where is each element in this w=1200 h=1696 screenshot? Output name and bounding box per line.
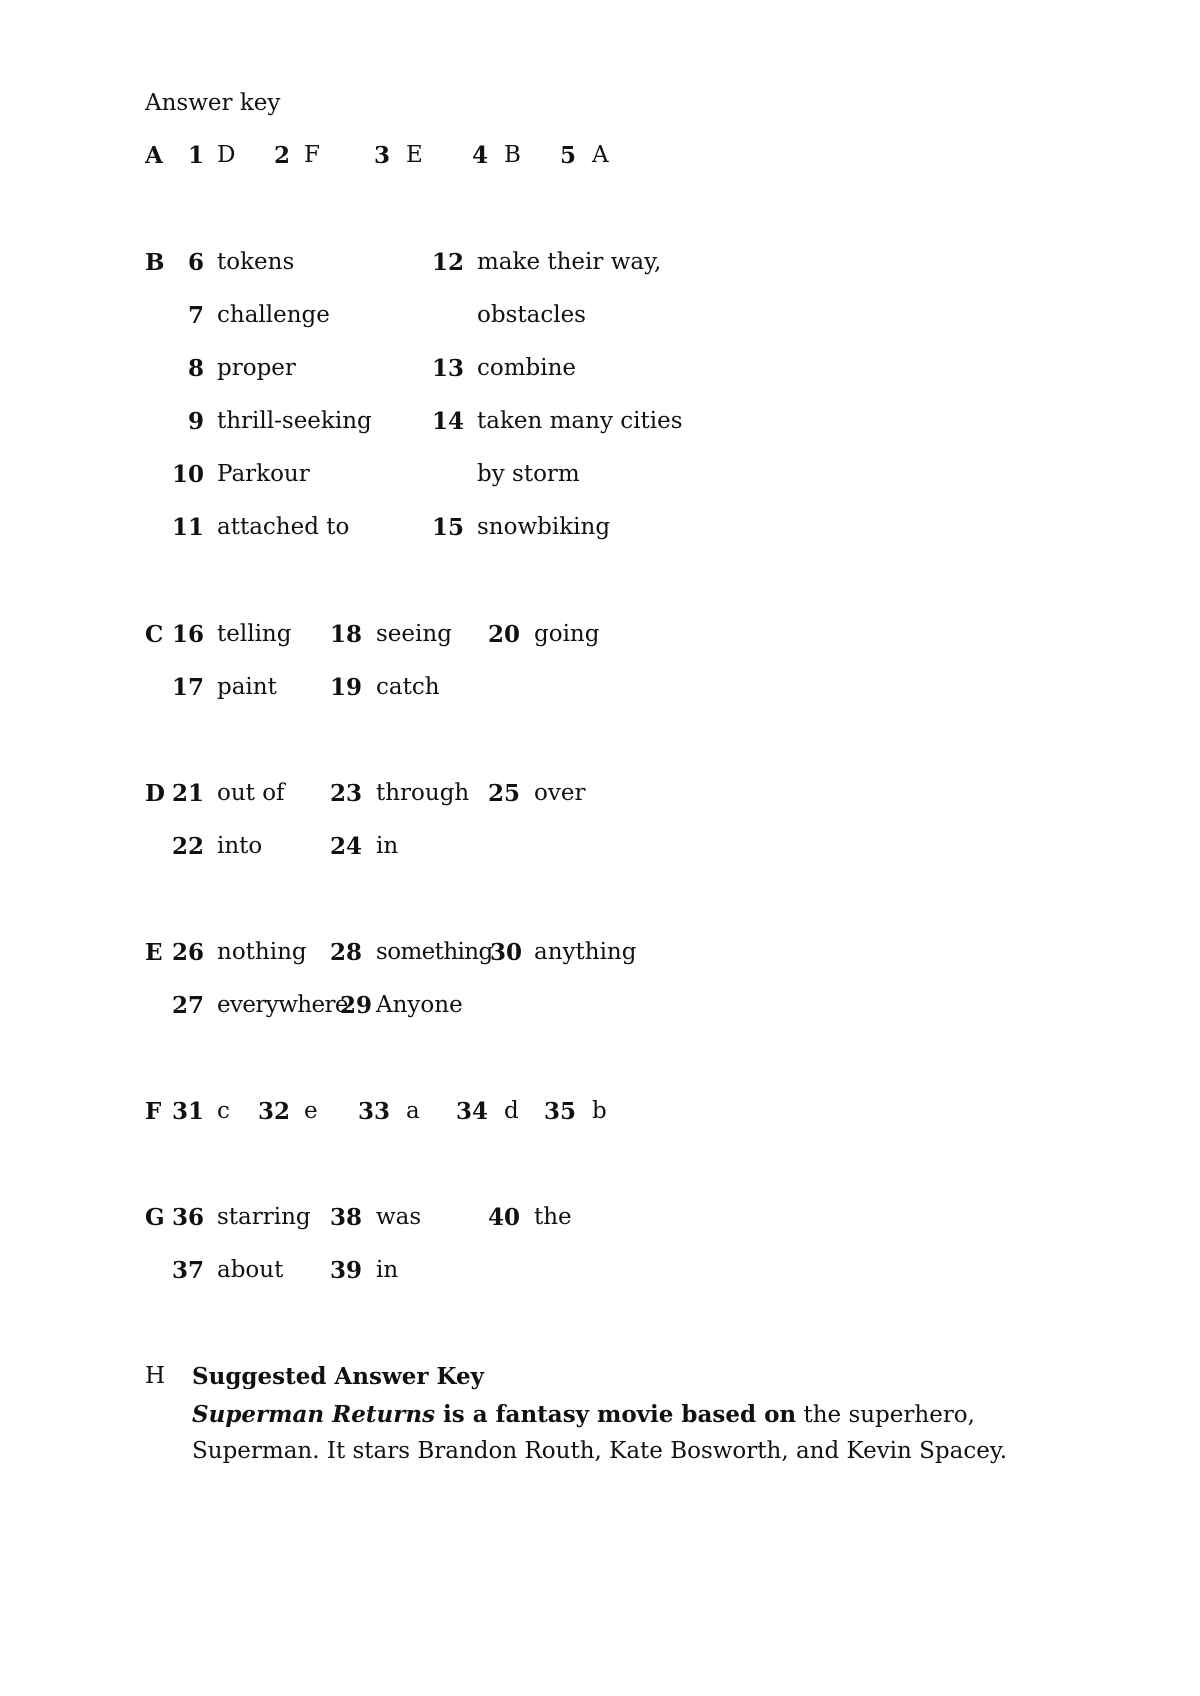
answer-text: combine [477,355,577,381]
question-number: 8 [187,355,204,382]
answer-text: F [304,142,320,168]
section-letter: F [145,1098,162,1125]
question-number: 35 [543,1098,576,1125]
answer-text: something [376,939,493,965]
answer-text: taken many cities [477,408,683,434]
question-number: 17 [171,674,204,701]
section-letter: G [145,1204,165,1231]
question-number: 2 [273,142,290,169]
question-number: 15 [431,514,464,541]
question-number: 16 [171,621,204,648]
answer-text: in [376,1257,399,1283]
question-number: 34 [455,1098,488,1125]
question-number: 10 [171,461,204,488]
answer-text: thrill-seeking [217,408,372,434]
question-number: 26 [171,939,204,966]
answer-text: paint [217,674,277,700]
answer-text: D [217,142,236,168]
answer-text-continued: obstacles [477,302,586,328]
question-number: 14 [431,408,464,435]
answer-text: in [376,833,399,859]
question-number: 4 [471,142,488,169]
paragraph-rest: the superhero, Superman. It stars Brandon Routh, Kate Bosworth, and Kevin Spacey. [192,1402,1008,1464]
section-letter: B [145,249,165,276]
answer-text: into [217,833,263,859]
answer-text: seeing [376,621,452,647]
question-number: 9 [187,408,204,435]
answer-text: about [217,1257,284,1283]
answer-text: Anyone [376,992,463,1018]
question-number: 18 [329,621,362,648]
question-number: 28 [329,939,362,966]
answer-text: everywhere [217,992,348,1018]
answer-text: a [406,1098,420,1124]
answer-text: through [376,780,470,806]
section-letter: D [145,780,165,807]
question-number: 38 [329,1204,362,1231]
section-letter: A [145,142,163,169]
question-number: 27 [171,992,204,1019]
answer-text: e [304,1098,318,1124]
answer-text: out of [217,780,285,806]
question-number: 11 [171,514,204,541]
answer-text: anything [534,939,637,965]
question-number: 32 [257,1098,290,1125]
question-number: 13 [431,355,464,382]
question-number: 29 [339,992,372,1019]
answer-text: catch [376,674,440,700]
question-number: 19 [329,674,362,701]
question-number: 12 [431,249,464,276]
answer-text: make their way, [477,249,662,275]
answer-text: the [534,1204,572,1230]
question-number: 40 [487,1204,520,1231]
section-heading: Suggested Answer Key [192,1363,484,1390]
bold-phrase: is a fantasy movie based on [435,1401,797,1428]
suggested-answer-paragraph [192,1397,1072,1469]
answer-text: Parkour [217,461,310,487]
question-number: 30 [490,939,523,966]
question-number: 33 [357,1098,390,1125]
answer-text: A [592,142,609,168]
answer-text: nothing [217,939,307,965]
question-number: 7 [187,302,204,329]
question-number: 37 [171,1257,204,1284]
question-number: 20 [487,621,520,648]
answer-text: tokens [217,249,295,275]
question-number: 5 [559,142,576,169]
answer-text: over [534,780,586,806]
question-number: 25 [487,780,520,807]
question-number: 31 [171,1098,204,1125]
answer-text: snowbiking [477,514,611,540]
question-number: 3 [373,142,390,169]
movie-title: Superman Returns [192,1401,436,1428]
answer-text: E [406,142,423,168]
question-number: 22 [171,833,204,860]
answer-text: going [534,621,600,647]
answer-text: attached to [217,514,350,540]
page-title: Answer key [145,90,281,116]
answer-text: c [217,1098,230,1124]
answer-text: starring [217,1204,311,1230]
answer-text-continued: by storm [477,461,580,487]
answer-text: proper [217,355,296,381]
answer-text: B [504,142,521,168]
section-letter: E [145,939,163,966]
question-number: 39 [329,1257,362,1284]
section-letter: C [145,621,164,648]
question-number: 6 [187,249,204,276]
answer-text: b [592,1098,607,1124]
question-number: 24 [329,833,362,860]
answer-text: d [504,1098,519,1124]
question-number: 36 [171,1204,204,1231]
answer-text: was [376,1204,422,1230]
question-number: 21 [171,780,204,807]
section-letter: H [145,1363,166,1389]
answer-text: telling [217,621,292,647]
answer-text: challenge [217,302,330,328]
question-number: 23 [329,780,362,807]
question-number: 1 [187,142,204,169]
